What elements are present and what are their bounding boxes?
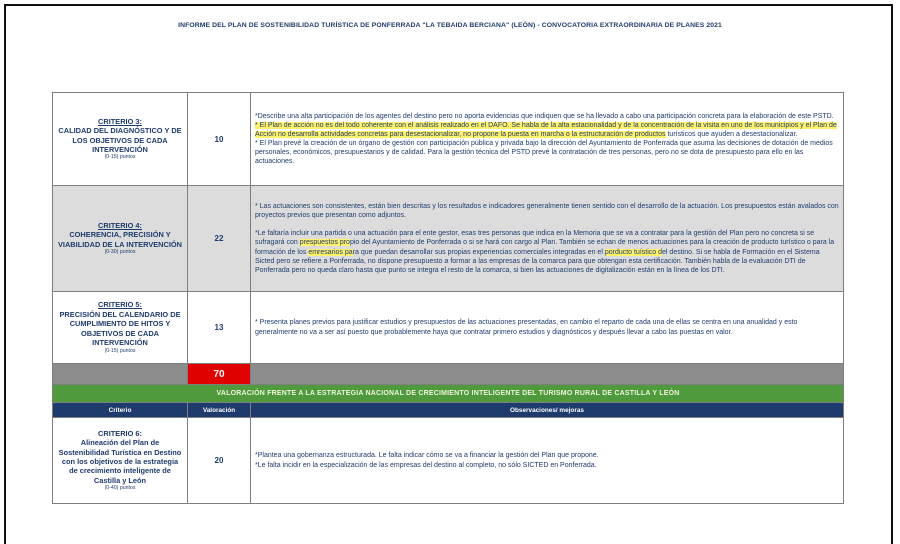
criterion-3-row [53, 93, 844, 186]
criterion-5-cell [53, 292, 188, 364]
criterion-5-note-1: * Presenta planes previos para justificar estudios y presupuestos de las actuaciones presentadas, en cambio el reparto de cada una de ellas se centra en una anualidad y esto generalmente no va a ser así puesto que probablemente haya que contratar primero estudios y diagnósticos y después llevar a cabo las puestas en valor. [255, 319, 798, 336]
criterion-3-observations [251, 93, 844, 186]
criterion-6-subtitle: Alineación del Plan de Sostenibilidad Turística en Destino con los objetivos de la estrategia de crecimiento inteligente de Castilla y León [58, 438, 182, 485]
highlighted-text: emresarios pa [308, 248, 353, 256]
criterion-6-row [53, 418, 844, 504]
criterion-3-note-1: *Describe una alta participación de los agentes del destino pero no aporta evidencias que indiquen que se ha llevado a cabo una participación concreta para la elaboración de este PSTD. [255, 112, 834, 120]
criterion-3-note-2: * El Plan de acción no es del todo coherente con el análisis realizado en el DAFO. Se habla de la alta estacionalidad y de la concentración de la visita en uno de los municipios y el Plan de Acción no desarrolla actividades concretas para desestacionalizar, no propone la puesta en marcha o la estructuración de productos turísticos que ayuden a desestacionalizar. [255, 121, 837, 138]
criterion-4-note-1: * Las actuaciones son consistentes, están bien descritas y los resultados e indicadores generalmente tienen sentido con el desarrollo de la actuación. Los presupuestos están avalados con proyectos previos que presentan como adjuntos. [255, 203, 839, 220]
highlighted-text: porducto tuístico d [604, 248, 663, 256]
criterion-4-note-2: *Le faltaría incluir una partida o una actuación para el ente gestor, esas tres personas que indica en la Memoria que se va a contratar para la gestión del Plan pero no concreta si se sufragará con prespuestos propio del Ayuntamiento de Ponferrada o si se hará con cargo al Plan. También se echan de menos actuaciones para la creación de producto turístico o para la formación de los emresarios para que puedan desarrollar sus propias experiencias comerciales integradas en el porducto tuístico del destino. Si se habla de Formación en el Sistema Sicted pero se refiere a Ponferrada, no dispone presupuesto a formar a las empresas de la comarca para que obtengan esta certificación. También habla de la evaluación DTI de Ponferrada pero no queda claro hasta que punto se integra el resto de la comarca, si bien las actuaciones de digitalización están en la línea de los DTI. [255, 230, 835, 274]
evaluation-table [52, 92, 844, 504]
total-label-cell [53, 364, 188, 385]
criterion-3-note-3: * El Plan prevé la creación de un órgano de gestión con participación pública y privada bajo la dirección del Ayuntamiento de Ponferrada que asuma las decisiones de dotación de medios personales, económicos, presupuestarios y de calidad. Para la gestión técnica del PSTD prevé la contratación de tres personas, pero no se dota de presupuesto para ello en las actuaciones. [255, 140, 833, 166]
criterion-6-points: (0-40) puntos [104, 485, 136, 492]
header-observaciones: Observaciones/ mejoras [251, 403, 844, 418]
table-header-row [53, 403, 844, 418]
criterion-5-row [53, 292, 844, 364]
criterion-4-points: (0-30) puntos [104, 249, 136, 256]
criterion-5-subtitle: PRECISIÓN DEL CALENDARIO DE CUMPLIMIENTO DE HITOS Y OBJETIVOS DE CADA INTERVENCIÓN [59, 309, 181, 348]
criterion-6-note-1: *Plantea una gobernanza estructurada. Le falta indicar cómo se va a financiar la gestión del Plan que propone. [255, 452, 599, 460]
criterion-5-title: CRITERIO 5: [98, 300, 142, 310]
criterion-6-score: 20 [188, 418, 251, 504]
criterion-6-title: CRITERIO 6: [98, 428, 142, 438]
criterion-4-title: CRITERIO 4: [98, 220, 142, 230]
criterion-6-cell [53, 418, 188, 504]
highlighted-text: prespuestos pro [299, 239, 350, 247]
criterion-5-points: (0-15) puntos [104, 347, 136, 354]
criterion-6-note-2: *Le falta incidir en la especialización de las empresas del destino al completo, no sólo SICTED en Ponferrada. [255, 461, 597, 469]
total-filler-cell [251, 364, 844, 385]
header-valoracion: Valoración [188, 403, 251, 418]
criterion-4-row [53, 186, 844, 292]
highlighted-text: * El Plan de acción no es del todo coherente con el análisis realizado en el DAFO. Se habla de la alta estacionalidad y de la concentración de la visita en uno de los municipios y el Plan de Acción no desarrolla actividades concretas para desestacionalizar, no propone la puesta en marcha o la estructuración de productos [255, 121, 837, 138]
criterion-3-subtitle: CALIDAD DEL DIAGNÓSTICO Y DE LOS OBJETIVOS DE CADA INTERVENCIÓN [58, 126, 182, 154]
section-banner: VALORACIÓN FRENTE A LA ESTRATEGIA NACIONAL DE CRECIMIENTO INTELIGENTE DEL TURISMO RURAL DE CASTILLA Y LEÓN [53, 385, 844, 403]
total-row [53, 364, 844, 385]
document-title: INFORME DEL PLAN DE SOSTENIBILIDAD TURÍSTICA DE PONFERRADA "LA TEBAIDA BERCIANA" (LEÓN) - CONVOCATORIA EXTRAORDINARIA DE PLANES 2021 [178, 22, 722, 29]
criterion-4-score: 22 [188, 186, 251, 292]
header-criterio: Criterio [53, 403, 188, 418]
criterion-4-subtitle: COHERENCIA, PRECISIÓN Y VIABILIDAD DE LA INTERVENCIÓN [57, 230, 182, 249]
criterion-6-observations [251, 418, 844, 504]
section-banner-row [53, 385, 844, 403]
criterion-3-score: 10 [188, 93, 251, 186]
criterion-4-observations [251, 186, 844, 292]
criterion-3-title: CRITERIO 3: [98, 116, 142, 126]
total-score: 70 [188, 364, 251, 385]
criterion-3-cell [53, 93, 188, 186]
criterion-4-cell [53, 186, 188, 292]
criterion-5-score: 13 [188, 292, 251, 364]
criterion-5-observations [251, 292, 844, 364]
criterion-3-points: (0-15) puntos [104, 154, 136, 161]
